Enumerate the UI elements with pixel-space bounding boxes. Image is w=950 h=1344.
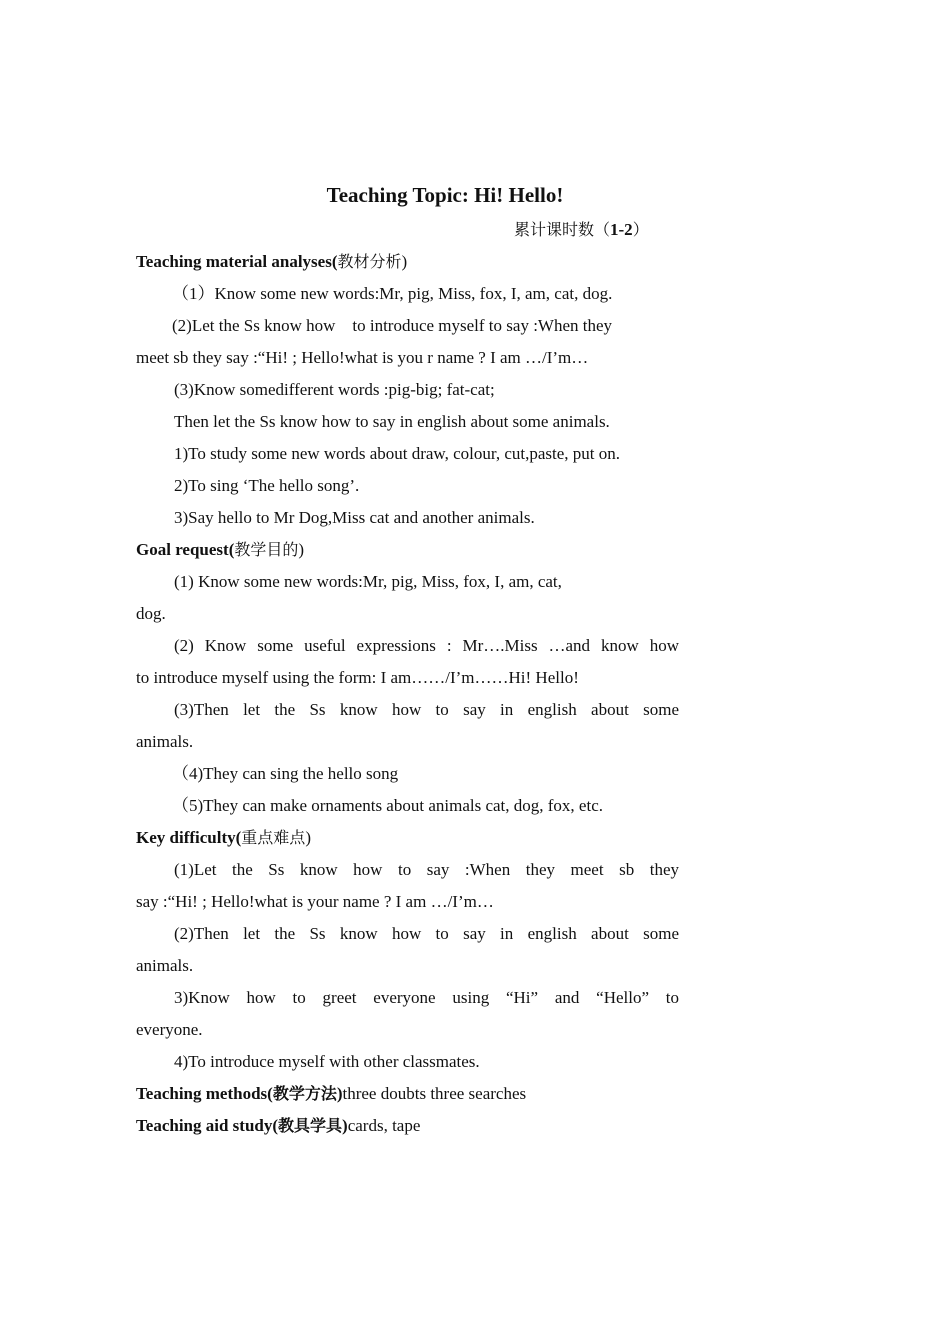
paragraph: 3)Know how to greet everyone using “Hi” and “Hello” to	[174, 988, 679, 1007]
methods-text: three doubts three searches	[342, 1084, 527, 1103]
paragraph: 1)To study some new words about draw, colour, cut,paste, put on.	[174, 444, 621, 463]
paragraph: (2)Let the Ss know how to introduce myself to say :When they	[172, 316, 613, 335]
section-heading-methods: Teaching methods(教学方法)three doubts three searches	[136, 1084, 527, 1103]
paragraph: everyone.	[136, 1020, 203, 1039]
lesson-counter	[514, 218, 649, 242]
paragraph: 3)Say hello to Mr Dog,Miss cat and another animals.	[174, 508, 535, 527]
paragraph: (1) Know some new words:Mr, pig, Miss, fox, I, am, cat,	[174, 572, 562, 591]
paragraph: （4)They can sing the hello song	[172, 764, 399, 783]
document-body	[136, 246, 679, 1142]
paragraph: animals.	[136, 956, 194, 975]
section-heading-material: Teaching material analyses(教材分析)	[136, 252, 408, 271]
section-heading-difficulty: Key difficulty(重点难点)	[136, 828, 311, 847]
section-heading-goal: Goal request(教学目的)	[136, 540, 305, 559]
paragraph: animals.	[136, 732, 194, 751]
paragraph: meet sb they say :“Hi! ; Hello!what is you r name ? I am …/I’m…	[136, 348, 589, 367]
paragraph: say :“Hi! ; Hello!what is your name ? I am …/I’m…	[136, 892, 494, 911]
paragraph: (3)Know somedifferent words :pig-big; fat-cat;	[174, 380, 495, 399]
paragraph: （1）Know some new words:Mr, pig, Miss, fox, I, am, cat, dog.	[172, 284, 613, 303]
paragraph: （5)They can make ornaments about animals cat, dog, fox, etc.	[172, 796, 603, 815]
aid-text: cards, tape	[347, 1116, 421, 1135]
paragraph: 4)To introduce myself with other classmates.	[174, 1052, 480, 1071]
lesson-counter-label: 累计课时数（	[514, 220, 611, 239]
paragraph: dog.	[136, 604, 166, 623]
paragraph: Then let the Ss know how to say in english about some animals.	[174, 412, 610, 431]
paragraph: (2)Then let the Ss know how to say in english about some	[174, 924, 679, 943]
paragraph: (3)Then let the Ss know how to say in english about some	[174, 700, 679, 719]
paragraph: 2)To sing ‘The hello song’.	[174, 476, 360, 495]
section-heading-aid: Teaching aid study(教具学具)cards, tape	[136, 1116, 421, 1135]
lesson-counter-close: ）	[632, 220, 649, 239]
paragraph: (2) Know some useful expressions : Mr….Miss …and know how	[174, 636, 679, 655]
page-title: Teaching Topic: Hi! Hello!	[326, 183, 564, 207]
lesson-counter-value: 1-2	[610, 220, 633, 239]
paragraph: (1)Let the Ss know how to say :When they meet sb they	[174, 860, 679, 879]
paragraph: to introduce myself using the form: I am……/I’m……Hi! Hello!	[136, 668, 579, 687]
